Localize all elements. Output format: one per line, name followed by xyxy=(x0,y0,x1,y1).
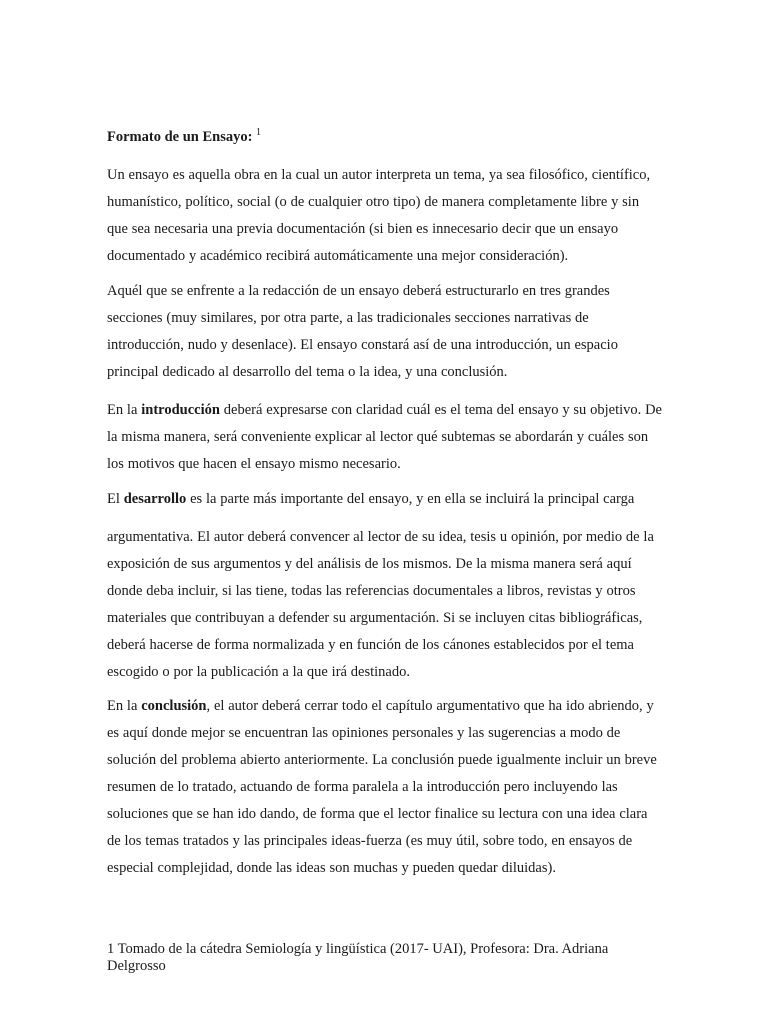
document-title-text: Formato de un Ensayo: xyxy=(107,129,253,145)
paragraph-introduction-pre: En la xyxy=(107,402,142,418)
paragraph-introduction-post: deberá expresarse con claridad cuál es el tema del ensayo y su objetivo. De la misma manera, será conveniente explicar al lector qué subtemas se abordarán y cuáles son los motivos que hacen el ensayo mismo necesario. xyxy=(107,402,662,472)
document-title xyxy=(107,127,261,147)
paragraph-development-post: es la parte más importante del ensayo, y en ella se incluirá la principal carga xyxy=(186,491,635,507)
paragraph-conclusion xyxy=(107,693,663,882)
paragraph-conclusion-pre: En la xyxy=(107,698,142,714)
footnote-text: Tomado de la cátedra Semiología y lingüística (2017- UAI), Profesora: Dra. Adriana Delgrosso xyxy=(107,941,609,974)
paragraph-structure: Aquél que se enfrente a la redacción de un ensayo deberá estructurarlo en tres grandes secciones (muy similares, por otra parte, a las tradicionales secciones narrativas de introducción, nudo y desenlace). El ensayo constará así de una introducción, un espacio principal dedicado al desarrollo del tema o la idea, y una conclusión. xyxy=(107,283,618,380)
paragraph-conclusion-post: , el autor deberá cerrar todo el capítulo argumentativo que ha ido abriendo, y es aquí donde mejor se encuentran las opiniones personales y las sugerencias a modo de solución del problema abierto anteriormente. La conclusión puede igualmente incluir un breve resumen de lo tratado, actuando de forma paralela a la introducción pero incluyendo las soluciones que se han ido dando, de forma que el lector finalice su lectura con una idea clara de los temas tratados y las principales ideas-fuerza (es muy útil, sobre todo, en ensayos de especial complejidad, donde las ideas son muchas y pueden quedar diluidas). xyxy=(107,698,657,876)
title-footnote-mark: 1 xyxy=(256,127,262,138)
term-introduccion: introducción xyxy=(141,402,220,418)
term-conclusion: conclusión xyxy=(141,698,207,714)
document-page xyxy=(107,0,663,1024)
paragraph-development-pre: El xyxy=(107,491,124,507)
paragraph-development-first-line xyxy=(107,486,663,513)
paragraph-development-continuation: argumentativa. El autor deberá convencer al lector de su idea, tesis u opinión, por medio de la exposición de sus argumentos y del análisis de los mismos. De la misma manera será aquí donde deba incluir, si las tiene, todas las referencias documentales a libros, revistas y otros materiales que contribuyan a defender su argumentación. Si se incluyen citas bibliográficas, deberá hacerse de forma normalizada y en función de los cánones establecidos por el tema escogido o por la publicación a la que irá destinado. xyxy=(107,529,654,680)
term-desarrollo: desarrollo xyxy=(123,491,187,507)
paragraph-definition: Un ensayo es aquella obra en la cual un autor interpreta un tema, ya sea filosófico, científico, humanístico, político, social (o de cualquier otro tipo) de manera completamente libre y sin que sea necesaria una previa documentación (si bien es innecesario decir que un ensayo documentado y académico recibirá automáticamente una mejor consideración). xyxy=(107,167,651,264)
footnote-mark: 1 xyxy=(107,941,115,957)
footnote xyxy=(107,941,647,975)
paragraph-introduction xyxy=(107,397,663,478)
